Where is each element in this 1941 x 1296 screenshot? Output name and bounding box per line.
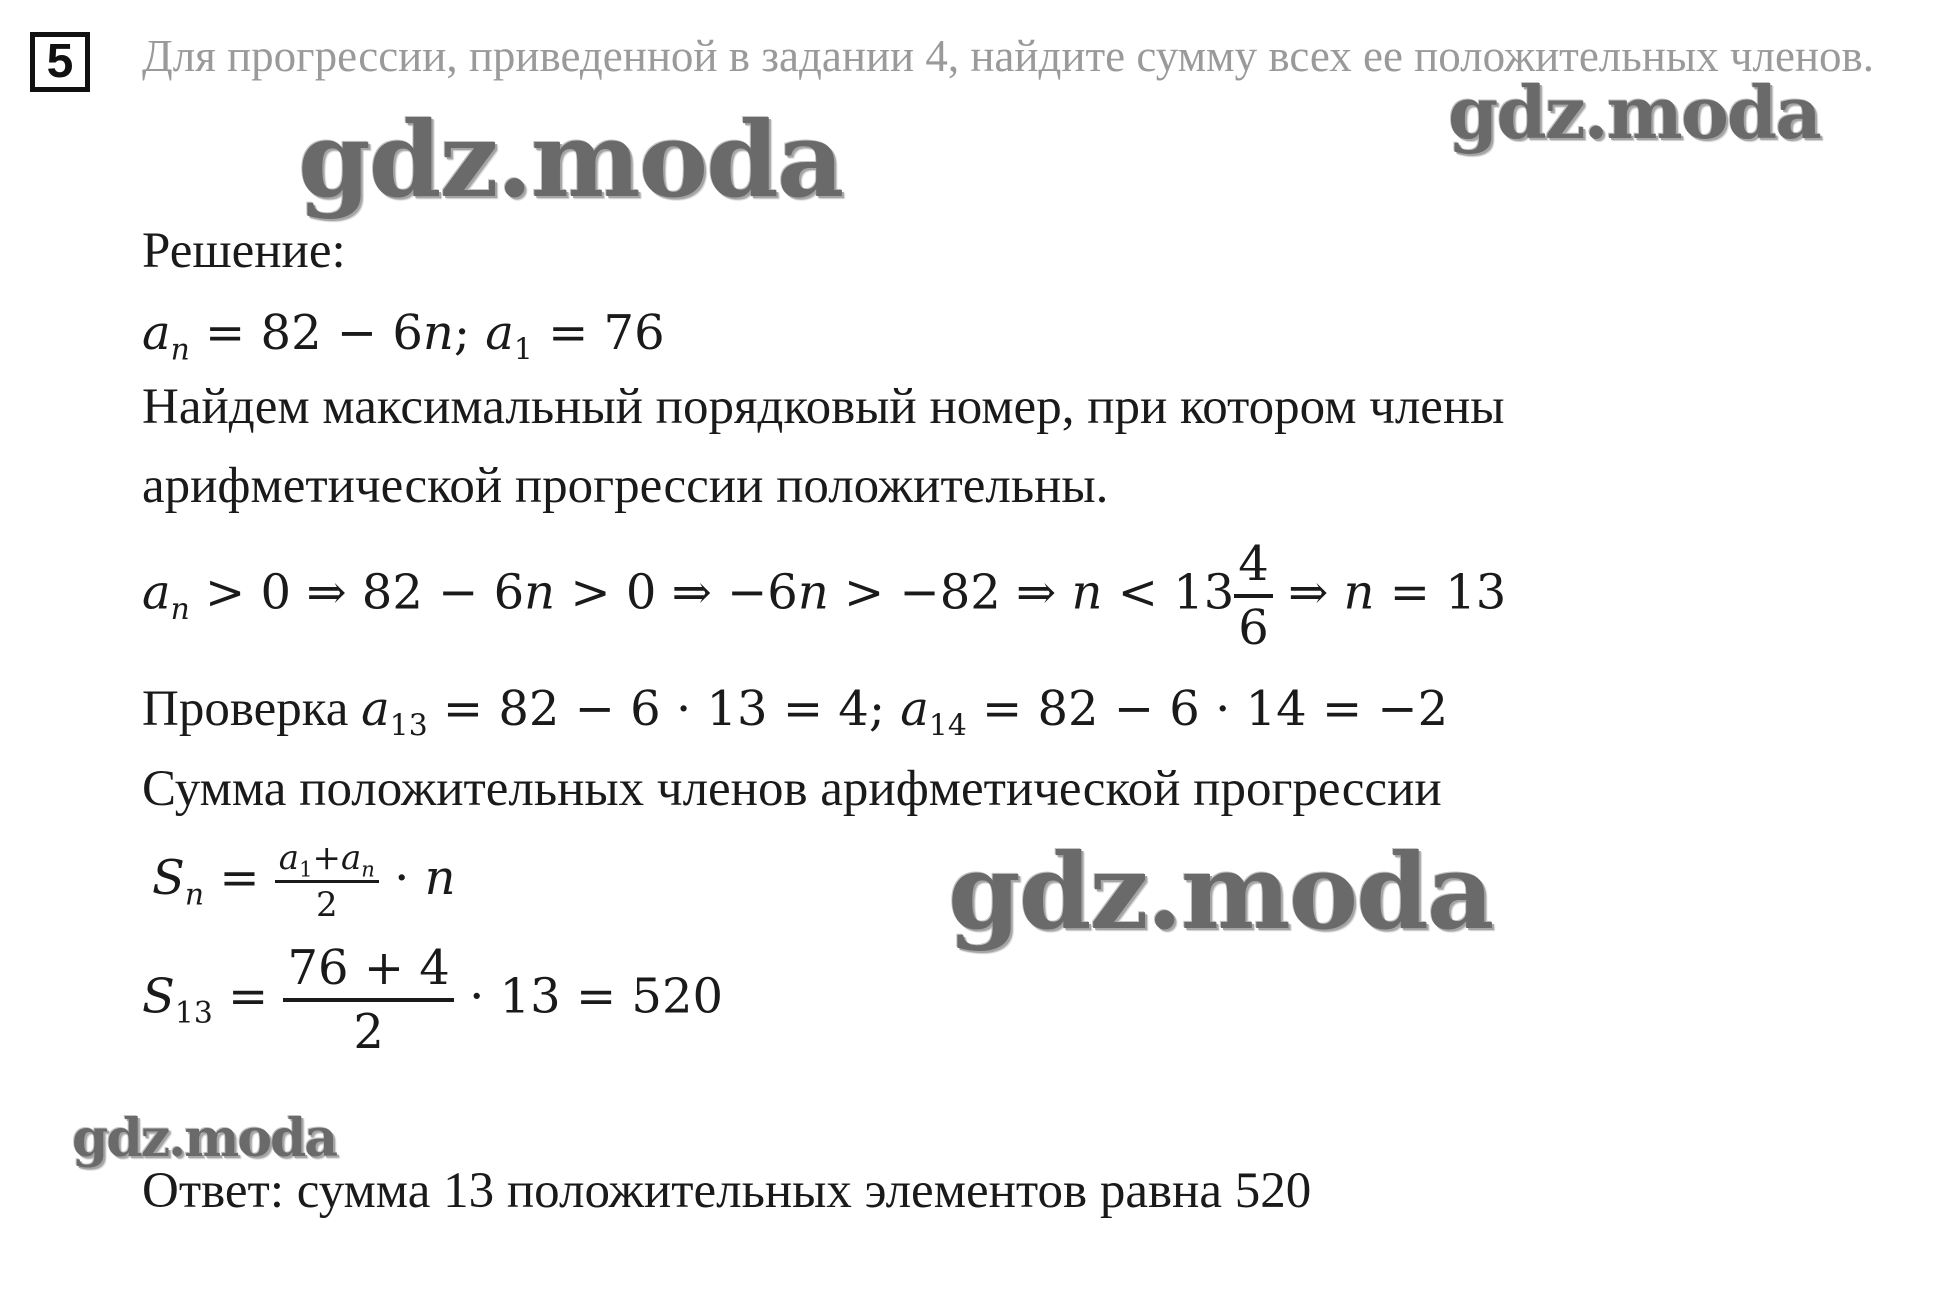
- inequality-chain: $a_n > 0$ ⇒ 82 − 6n > 0 ⇒ −6n > −82 ⇒ n < 13 $\frac{4}{6}$ ⇒ n = 13: [142, 536, 1507, 656]
- explanation-line-1: Найдем максимальный порядковый номер, при котором члены: [142, 379, 1505, 435]
- sum-label: Сумма положительных членов арифметической прогрессии: [142, 761, 1442, 817]
- watermark-logo: gdz.moda: [298, 98, 843, 221]
- sum-fraction-small: $\frac{a_1+a_n}{2}$: [275, 838, 379, 925]
- sum-general-formula: $S_n$ = $\frac{a_1+a_n}{2}$ · n: [152, 838, 456, 925]
- sum-calculation: $S_{13}$ = $\frac{76 + 4}{2}$ · 13 = 520: [142, 940, 724, 1060]
- explanation-line-2: арифметической прогрессии положительны.: [142, 458, 1109, 514]
- formula-general-term: $a_n = 82 - 6n$; $a_1 = 76$: [142, 305, 665, 368]
- problem-number-badge: 5: [30, 32, 90, 92]
- check-line: Проверка $a_{13} = 82 - 6 \cdot 13 = 4$; $a_{14} = 82 - 6 \cdot 14 = -2$: [142, 681, 1449, 744]
- answer-line: Ответ: сумма 13 положительных элементов равна 520: [142, 1163, 1312, 1219]
- watermark-logo: gdz.moda: [1448, 70, 1820, 155]
- mixed-fraction: $\frac{4}{6}$: [1234, 536, 1273, 656]
- watermark-logo: gdz.moda: [948, 830, 1493, 953]
- watermark-logo: gdz.moda: [72, 1108, 337, 1169]
- sum-fraction: $\frac{76 + 4}{2}$: [283, 940, 453, 1060]
- solution-heading: Решение:: [142, 223, 346, 279]
- problem-statement: Для прогрессии, приведенной в задании 4, найдите сумму всех ее положительных членов.: [142, 31, 1874, 81]
